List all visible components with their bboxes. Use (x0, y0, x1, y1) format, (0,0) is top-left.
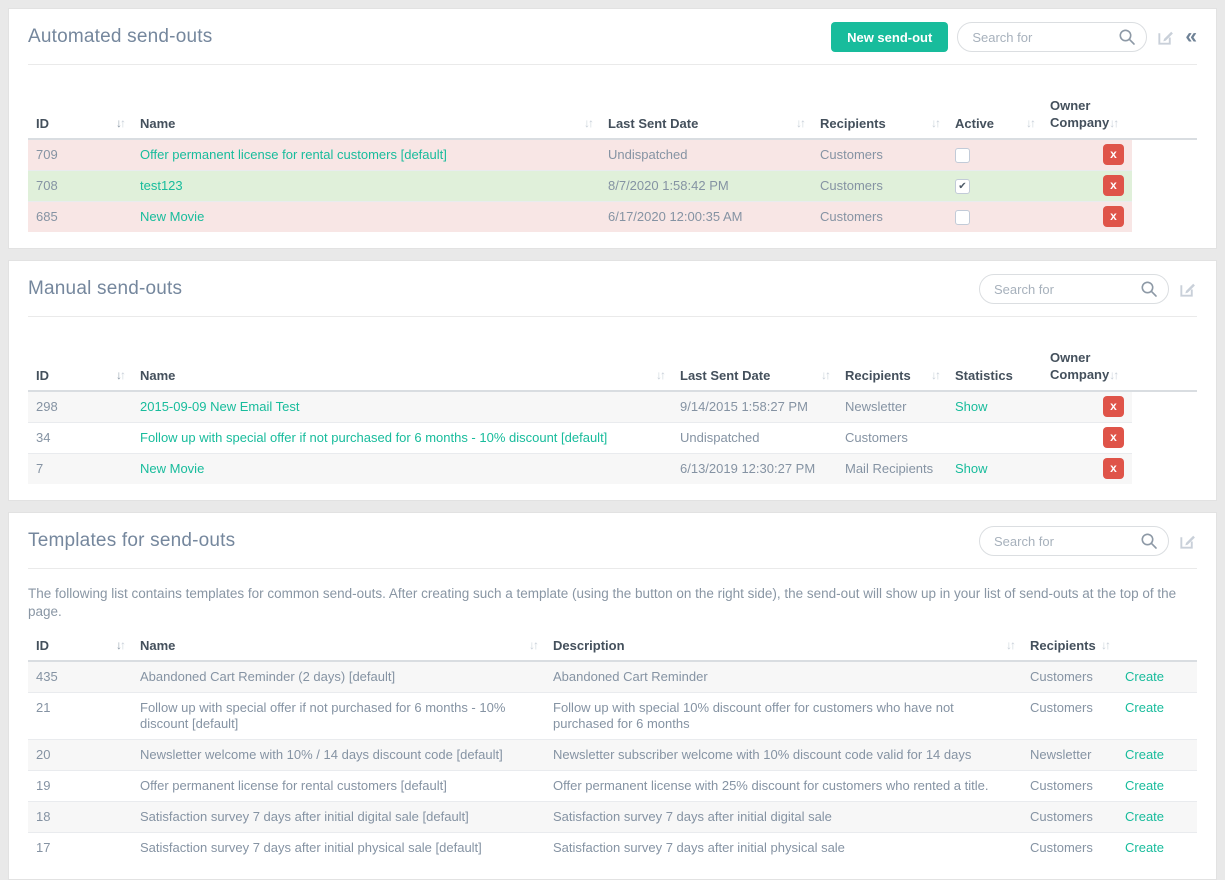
cell-create (1117, 833, 1197, 864)
sort-icon: ↓↑ (1026, 116, 1034, 130)
table-header-row (28, 343, 1197, 391)
cell-create (1117, 802, 1197, 833)
cell-create (1117, 771, 1197, 802)
cell-name: Newsletter welcome with 10% / 14 days discount code [default] (132, 740, 545, 771)
delete-owner-company-button[interactable]: x (1103, 206, 1124, 227)
filler-cell (1132, 139, 1197, 171)
sort-icon: ↓↑ (529, 638, 537, 653)
cell-description: Satisfaction survey 7 days after initial digital sale (545, 802, 1022, 833)
cell-last-sent: 6/13/2019 12:30:27 PM (672, 454, 837, 485)
cell-owner-company (1042, 139, 1132, 171)
cell-owner-company (1042, 454, 1132, 485)
cell-last-sent: 8/7/2020 1:58:42 PM (600, 171, 812, 202)
table-row (28, 423, 1197, 454)
delete-owner-company-button[interactable]: x (1103, 175, 1124, 196)
cell-recipients: Newsletter (837, 391, 947, 423)
filler-cell (1132, 171, 1197, 202)
cell-recipients: Customers (1022, 661, 1117, 693)
cell-last-sent: 6/17/2020 12:00:35 AM (600, 202, 812, 233)
sort-icon: ↓↑ (116, 638, 124, 653)
manual-header-actions (979, 274, 1197, 304)
cell-name: Satisfaction survey 7 days after initial physical sale [default] (132, 833, 545, 864)
sort-icon: ↓↑ (1109, 368, 1118, 383)
table-row (28, 833, 1197, 864)
sort-icon: ↓↑ (1109, 116, 1118, 130)
cell-name (132, 171, 600, 202)
filler-cell (1132, 423, 1197, 454)
cell-id: 7 (28, 454, 132, 485)
column-header-statistics: Statistics (947, 343, 1042, 391)
cell-id: 18 (28, 802, 132, 833)
column-header-id[interactable]: ID ↓↑ (28, 343, 132, 391)
manual-sendouts-card (8, 260, 1217, 501)
sort-icon: ↓↑ (821, 368, 829, 383)
sort-icon: ↓↑ (656, 368, 664, 383)
filler-cell (1132, 454, 1197, 485)
cell-owner-company (1042, 202, 1132, 233)
search-icon (1140, 532, 1158, 550)
edit-compose-icon[interactable] (1178, 280, 1197, 299)
templates-header-actions (979, 526, 1197, 556)
cell-id: 21 (28, 693, 132, 740)
create-template-link[interactable]: Create (1125, 840, 1165, 856)
cell-description: Abandoned Cart Reminder (545, 661, 1022, 693)
cell-owner-company (1042, 391, 1132, 423)
table-row (28, 740, 1197, 771)
table-header-row (28, 91, 1197, 139)
create-template-link[interactable]: Create (1125, 747, 1165, 763)
cell-name (132, 423, 672, 454)
delete-owner-company-button[interactable]: x (1103, 396, 1124, 417)
search-icon (1118, 28, 1136, 46)
sort-icon: ↓↑ (584, 116, 592, 130)
templates-table (28, 631, 1197, 863)
sendout-name-link[interactable]: New Movie (140, 209, 205, 225)
sendout-name-link[interactable]: Follow up with special offer if not purchased for 6 months - 10% discount [default] (140, 430, 608, 446)
column-header-recipients[interactable]: Recipients ↓↑ (812, 91, 947, 139)
automated-card-header (28, 22, 1197, 65)
manual-card-header (28, 274, 1197, 317)
delete-owner-company-button[interactable]: x (1103, 427, 1124, 448)
automated-search (957, 22, 1147, 52)
automated-header-actions (831, 22, 1197, 52)
create-template-link[interactable]: Create (1125, 700, 1165, 716)
statistics-show-link[interactable]: Show (955, 399, 988, 415)
templates-title: Templates for send-outs (28, 530, 236, 552)
cell-create (1117, 661, 1197, 693)
table-header-row (28, 631, 1197, 661)
column-header-last-sent-date[interactable]: Last Sent Date ↓↑ (672, 343, 837, 391)
cell-active (947, 171, 1042, 202)
manual-sendouts-table (28, 343, 1197, 484)
table-row (28, 693, 1197, 740)
cell-owner-company (1042, 171, 1132, 202)
cell-recipients: Mail Recipients (837, 454, 947, 485)
cell-name (132, 139, 600, 171)
column-header-recipients[interactable]: Recipients ↓↑ (1022, 631, 1117, 661)
cell-id: 19 (28, 771, 132, 802)
table-row (28, 454, 1197, 485)
statistics-show-link[interactable]: Show (955, 461, 988, 477)
cell-description: Follow up with special 10% discount offer for customers who have not purchased for 6 months (545, 693, 1022, 740)
table-row (28, 661, 1197, 693)
templates-description: The following list contains templates for common send-outs. After creating such a template (using the button on the right side), the send-out will show up in your list of send-outs at the top of the page. (28, 586, 1177, 620)
sort-icon: ↓↑ (1101, 638, 1109, 653)
cell-last-sent: 9/14/2015 1:58:27 PM (672, 391, 837, 423)
table-row (28, 202, 1197, 233)
cell-name: Offer permanent license for rental customers [default] (132, 771, 545, 802)
cell-id: 709 (28, 139, 132, 171)
cell-name: Abandoned Cart Reminder (2 days) [default] (132, 661, 545, 693)
search-icon (1140, 280, 1158, 298)
filler-column (1132, 343, 1197, 391)
templates-search (979, 526, 1169, 556)
cell-name (132, 454, 672, 485)
edit-compose-icon[interactable] (1156, 28, 1175, 47)
active-checkbox[interactable]: ✔ (955, 179, 970, 194)
column-header-active[interactable]: Active ↓↑ (947, 91, 1042, 139)
sendout-name-link[interactable]: 2015-09-09 New Email Test (140, 399, 300, 415)
cell-active (947, 202, 1042, 233)
cell-statistics (947, 391, 1042, 423)
cell-id: 20 (28, 740, 132, 771)
sort-icon: ↓↑ (1006, 638, 1014, 653)
cell-owner-company (1042, 423, 1132, 454)
column-header-id[interactable]: ID ↓↑ (28, 91, 132, 139)
cell-last-sent: Undispatched (600, 139, 812, 171)
cell-description: Satisfaction survey 7 days after initial physical sale (545, 833, 1022, 864)
column-header-owner-company[interactable]: Owner Company↓↑ (1042, 91, 1132, 139)
sendout-name-link[interactable]: New Movie (140, 461, 205, 477)
cell-name: Follow up with special offer if not purchased for 6 months - 10% discount [default] (132, 693, 545, 740)
cell-active (947, 139, 1042, 171)
cell-id: 17 (28, 833, 132, 864)
table-row (28, 171, 1197, 202)
sendout-name-link[interactable]: Offer permanent license for rental customers [default] (140, 147, 447, 162)
automated-title: Automated send-outs (28, 26, 213, 47)
table-row (28, 139, 1197, 171)
cell-recipients: Customers (812, 139, 947, 171)
filler-cell (1132, 391, 1197, 423)
cell-name (132, 202, 600, 233)
column-header-name[interactable]: Name ↓↑ (132, 631, 545, 661)
sort-icon: ↓↑ (796, 116, 804, 130)
cell-statistics (947, 454, 1042, 485)
automated-sendouts-table (28, 91, 1197, 232)
sort-icon: ↓↑ (931, 368, 939, 383)
cell-last-sent: Undispatched (672, 423, 837, 454)
cell-id: 685 (28, 202, 132, 233)
sort-icon: ↓↑ (116, 368, 124, 383)
templates-sendouts-card (8, 512, 1217, 880)
cell-id: 298 (28, 391, 132, 423)
table-row (28, 771, 1197, 802)
cell-recipients: Customers (837, 423, 947, 454)
cell-id: 34 (28, 423, 132, 454)
manual-search (979, 274, 1169, 304)
manual-title: Manual send-outs (28, 278, 183, 300)
active-checkbox[interactable] (955, 148, 970, 163)
filler-cell (1132, 202, 1197, 233)
delete-owner-company-button[interactable]: x (1103, 144, 1124, 165)
automated-sendouts-card (8, 8, 1217, 249)
sendout-name-link[interactable]: test123 (140, 178, 183, 194)
column-header-name[interactable]: Name ↓↑ (132, 91, 600, 139)
column-header-name[interactable]: Name ↓↑ (132, 343, 672, 391)
cell-recipients: Customers (1022, 802, 1117, 833)
cell-recipients: Customers (1022, 693, 1117, 740)
table-row (28, 802, 1197, 833)
column-header-recipients[interactable]: Recipients ↓↑ (837, 343, 947, 391)
delete-owner-company-button[interactable]: x (1103, 458, 1124, 479)
cell-recipients: Customers (812, 171, 947, 202)
create-template-link[interactable]: Create (1125, 809, 1165, 825)
cell-statistics (947, 423, 1042, 454)
table-row (28, 391, 1197, 423)
create-template-link[interactable]: Create (1125, 778, 1165, 794)
column-header-last-sent-date[interactable]: Last Sent Date ↓↑ (600, 91, 812, 139)
cell-recipients: Customers (1022, 833, 1117, 864)
column-header-owner-company[interactable]: Owner Company↓↑ (1042, 343, 1132, 391)
create-template-link[interactable]: Create (1125, 669, 1165, 685)
cell-recipients: Customers (812, 202, 947, 233)
cell-id: 435 (28, 661, 132, 693)
cell-create (1117, 693, 1197, 740)
sort-icon: ↓↑ (931, 116, 939, 130)
column-header-id[interactable]: ID ↓↑ (28, 631, 132, 661)
active-checkbox[interactable] (955, 210, 970, 225)
new-sendout-button[interactable]: New send-out (831, 22, 948, 52)
cell-recipients: Customers (1022, 771, 1117, 802)
cell-name (132, 391, 672, 423)
cell-create (1117, 740, 1197, 771)
cell-name: Satisfaction survey 7 days after initial digital sale [default] (132, 802, 545, 833)
cell-description: Offer permanent license with 25% discount for customers who rented a title. (545, 771, 1022, 802)
collapse-panel-icon[interactable]: « (1185, 25, 1197, 48)
column-header-description[interactable]: Description ↓↑ (545, 631, 1022, 661)
cell-recipients: Newsletter (1022, 740, 1117, 771)
column-header-create (1117, 631, 1197, 661)
cell-description: Newsletter subscriber welcome with 10% discount code valid for 14 days (545, 740, 1022, 771)
cell-id: 708 (28, 171, 132, 202)
edit-compose-icon[interactable] (1178, 532, 1197, 551)
sort-icon: ↓↑ (116, 116, 124, 130)
templates-card-header (28, 526, 1197, 569)
filler-column (1132, 91, 1197, 139)
